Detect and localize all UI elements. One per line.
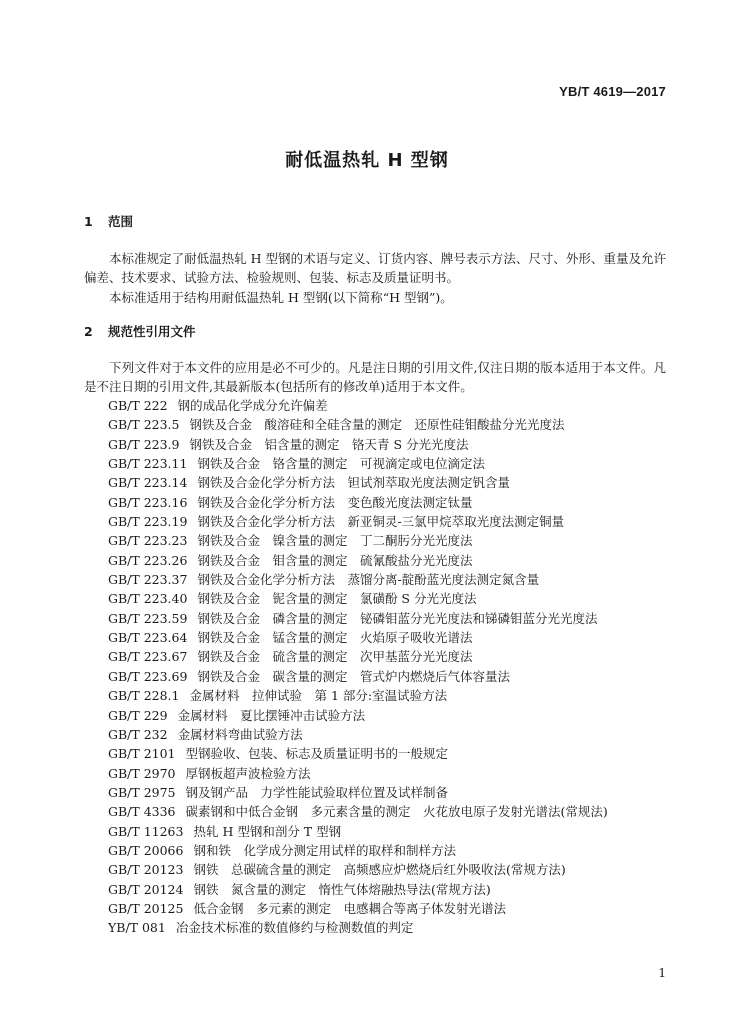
reference-item: [108, 628, 608, 647]
reference-code: GB/T 223.19: [108, 514, 188, 530]
reference-item: [108, 473, 608, 492]
reference-item: [108, 783, 608, 802]
reference-code: GB/T 11263: [108, 823, 184, 839]
normative-references-intro: 下列文件对于本文件的应用是必不可少的。凡是注日期的引用文件,仅注日期的版本适用于本文件。凡是不注日期的引用文件,其最新版本(包括所有的修改单)适用于本文件。: [84, 360, 666, 394]
reference-code: GB/T 229: [108, 707, 168, 723]
reference-item: [108, 667, 608, 686]
reference-item: [108, 706, 608, 725]
reference-code: GB/T 223.69: [108, 668, 188, 684]
section-1-heading: [84, 212, 133, 230]
reference-title: 钢铁及合金化学分析方法 新亚铜灵-三氯甲烷萃取光度法测定铜量: [197, 514, 565, 530]
reference-title: 钢的成品化学成分允许偏差: [177, 398, 328, 413]
reference-item: [108, 841, 608, 860]
reference-code: GB/T 223.23: [108, 533, 188, 549]
reference-list: [108, 396, 608, 938]
reference-code: GB/T 2975: [108, 784, 176, 800]
reference-title: 金属材料弯曲试验方法: [177, 726, 303, 742]
reference-item: [108, 415, 608, 434]
section-number: 1: [84, 214, 93, 229]
reference-title: 钢铁及合金 铬含量的测定 可视滴定或电位滴定法: [197, 456, 485, 472]
reference-code: GB/T 20066: [108, 842, 184, 858]
reference-item: [108, 570, 608, 589]
applicability-paragraph: 本标准适用于结构用耐低温热轧 H 型钢(以下简称“H 型钢”)。: [109, 290, 453, 305]
reference-item: [108, 880, 608, 899]
reference-title: 低合金钢 多元素的测定 电感耦合等离子体发射光谱法: [193, 900, 506, 916]
reference-item: [108, 918, 608, 937]
reference-title: 钢铁及合金化学分析方法 钽试剂萃取光度法测定钒含量: [197, 475, 510, 491]
reference-item: [108, 551, 608, 570]
reference-code: GB/T 20125: [108, 900, 184, 916]
reference-code: GB/T 232: [108, 726, 168, 742]
reference-code: GB/T 4336: [108, 804, 176, 820]
reference-code: GB/T 223.5: [108, 417, 180, 433]
reference-code: GB/T 223.9: [108, 436, 180, 452]
standard-number: YB/T 4619—2017: [559, 84, 666, 99]
reference-item: [108, 744, 608, 763]
section-2-heading: [84, 322, 196, 340]
reference-item: [108, 764, 608, 783]
document-title: 耐低温热轧 H 型钢: [285, 150, 449, 171]
reference-title: 厚钢板超声波检验方法: [185, 765, 311, 781]
reference-code: GB/T 228.1: [108, 688, 180, 704]
reference-code: GB/T 2970: [108, 765, 176, 781]
reference-title: 钢铁 总碳硫含量的测定 高频感应炉燃烧后红外吸收法(常规方法): [193, 862, 566, 878]
reference-title: 金属材料 夏比摆锤冲击试验方法: [177, 707, 366, 723]
reference-title: 钢铁及合金 铌含量的测定 氯磺酚 S 分光光度法: [197, 591, 477, 607]
reference-item: [108, 822, 608, 841]
reference-item: [108, 647, 608, 666]
scope-paragraph: 本标准规定了耐低温热轧 H 型钢的术语与定义、订货内容、牌号表示方法、尺寸、外形、重量及允许偏差、技术要求、试验方法、检验规则、包装、标志及质量证明书。: [84, 251, 666, 285]
reference-item: [108, 512, 608, 531]
reference-title: 钢铁及合金 硫含量的测定 次甲基蓝分光光度法: [197, 649, 473, 665]
reference-item: [108, 686, 608, 705]
section-title: 规范性引用文件: [108, 324, 196, 339]
reference-item: [108, 531, 608, 550]
reference-title: 型钢验收、包装、标志及质量证明书的一般规定: [185, 746, 449, 762]
reference-title: 钢铁及合金化学分析方法 蒸馏分离-靛酚蓝光度法测定氮含量: [197, 572, 540, 588]
reference-code: GB/T 223.37: [108, 572, 188, 588]
reference-title: 碳素钢和中低合金钢 多元素含量的测定 火花放电原子发射光谱法(常规法): [185, 804, 608, 820]
reference-title: 热轧 H 型钢和剖分 T 型钢: [193, 823, 342, 839]
reference-title: 钢铁及合金化学分析方法 变色酸光度法测定钛量: [197, 494, 473, 510]
reference-title: 钢铁及合金 锰含量的测定 火焰原子吸收光谱法: [197, 630, 473, 646]
reference-code: GB/T 223.16: [108, 494, 188, 510]
reference-title: 钢铁及合金 钼含量的测定 硫氰酸盐分光光度法: [197, 552, 473, 568]
page-number: 1: [658, 966, 666, 980]
section-title: 范围: [108, 214, 134, 229]
reference-title: 钢及钢产品 力学性能试验取样位置及试样制备: [185, 784, 449, 800]
reference-item: [108, 493, 608, 512]
reference-title: 钢和铁 化学成分测定用试样的取样和制样方法: [193, 842, 456, 858]
reference-title: 钢铁及合金 铝含量的测定 铬天青 S 分光光度法: [189, 436, 469, 452]
reference-code: GB/T 222: [108, 398, 168, 413]
reference-code: GB/T 223.11: [108, 456, 188, 472]
reference-code: GB/T 223.67: [108, 649, 188, 665]
reference-item: [108, 435, 608, 454]
section-number: 2: [84, 324, 93, 339]
reference-title: 钢铁及合金 碳含量的测定 管式炉内燃烧后气体容量法: [197, 668, 510, 684]
reference-item: [108, 589, 608, 608]
reference-title: 钢铁及合金 酸溶硅和全硅含量的测定 还原性硅钼酸盐分光光度法: [189, 417, 565, 433]
reference-title: 冶金技术标准的数值修约与检测数值的判定: [175, 920, 414, 936]
reference-code: GB/T 223.59: [108, 610, 188, 626]
reference-item: [108, 396, 608, 415]
reference-title: 钢铁及合金 镍含量的测定 丁二酮肟分光光度法: [197, 533, 473, 549]
reference-code: GB/T 223.40: [108, 591, 188, 607]
reference-code: GB/T 20124: [108, 881, 184, 897]
reference-title: 钢铁 氮含量的测定 惰性气体熔融热导法(常规方法): [193, 881, 491, 897]
reference-code: GB/T 20123: [108, 862, 184, 878]
reference-code: GB/T 2101: [108, 746, 176, 762]
reference-code: GB/T 223.26: [108, 552, 188, 568]
reference-item: [108, 899, 608, 918]
reference-code: YB/T 081: [108, 920, 166, 936]
reference-item: [108, 860, 608, 879]
reference-item: [108, 609, 608, 628]
reference-title: 钢铁及合金 磷含量的测定 铋磷钼蓝分光光度法和锑磷钼蓝分光光度法: [197, 610, 598, 626]
reference-code: GB/T 223.14: [108, 475, 188, 491]
reference-item: [108, 725, 608, 744]
reference-item: [108, 454, 608, 473]
reference-item: [108, 802, 608, 821]
reference-title: 金属材料 拉伸试验 第 1 部分:室温试验方法: [189, 688, 448, 704]
reference-code: GB/T 223.64: [108, 630, 188, 646]
